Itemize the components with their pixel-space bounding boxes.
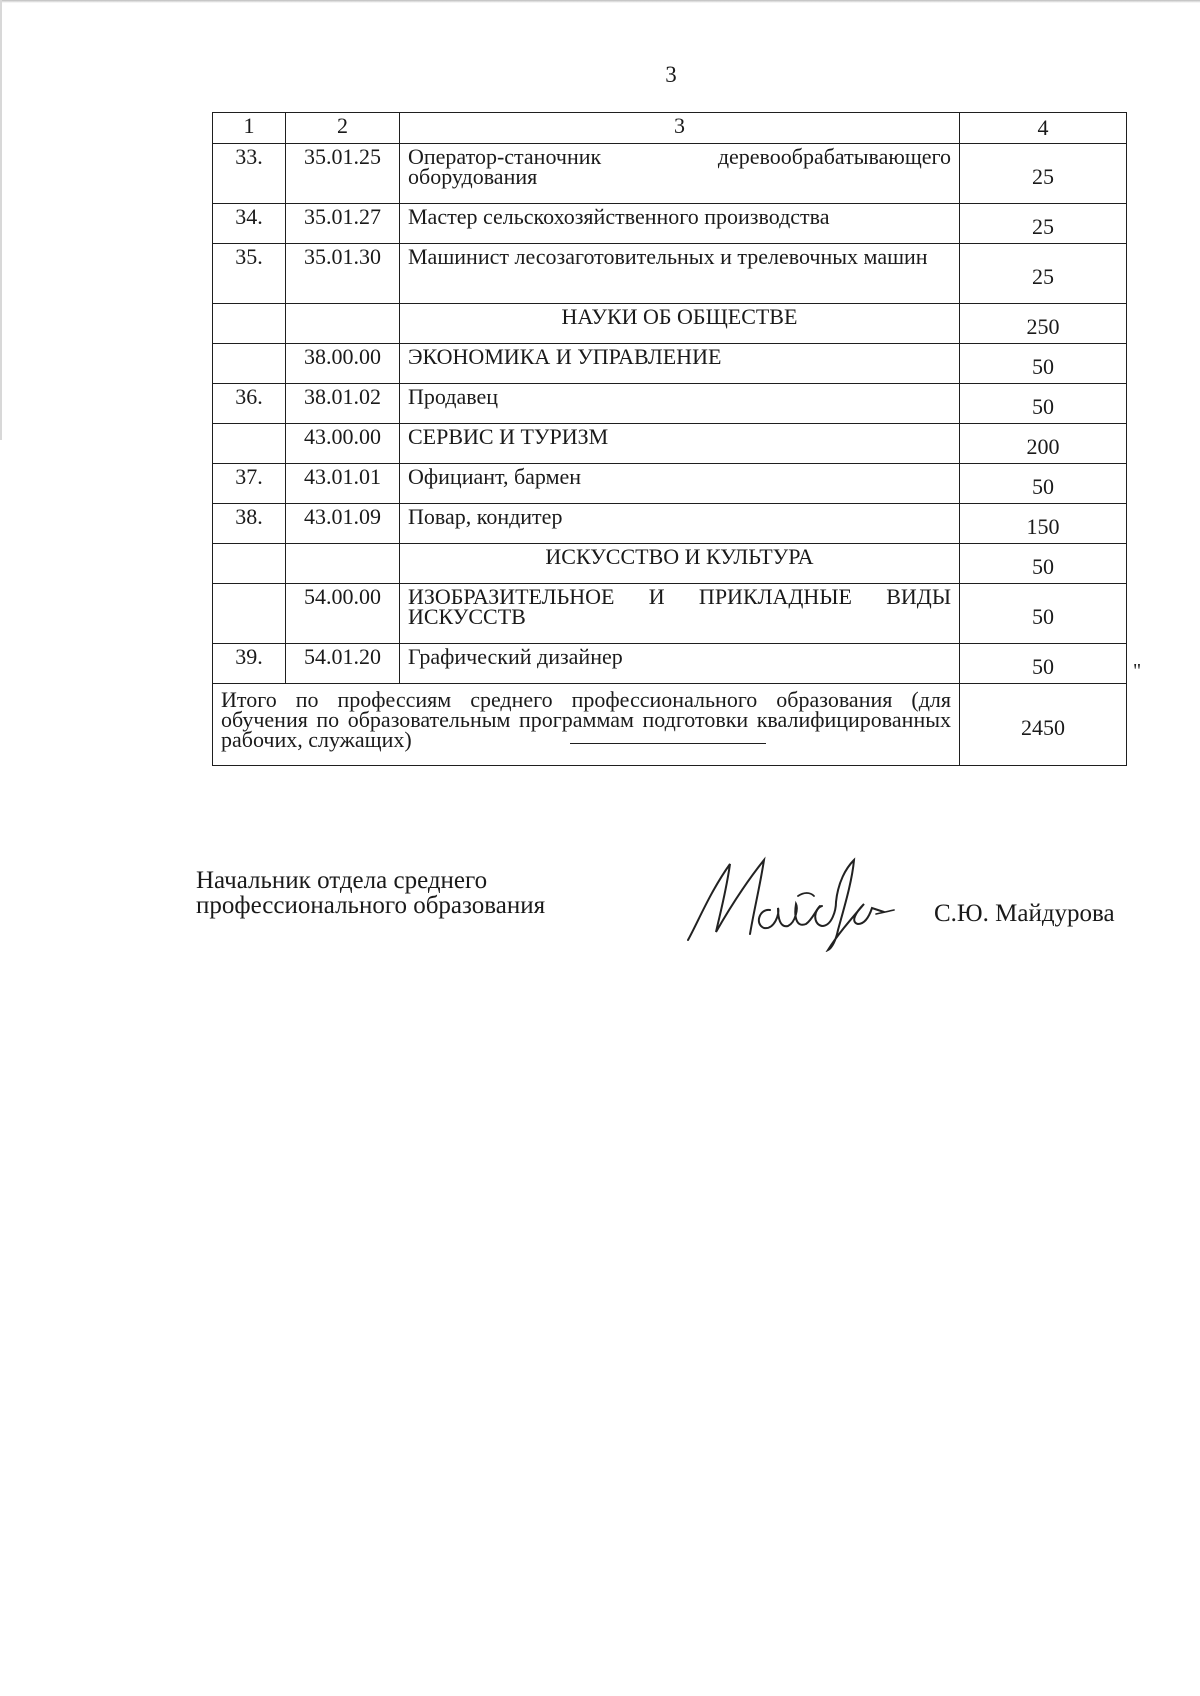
row-code [286, 544, 400, 584]
signatory-name: С.Ю. Майдурова [934, 900, 1115, 927]
row-count: 25 [960, 144, 1127, 204]
header-col-2: 2 [286, 113, 400, 144]
row-name: Повар, кондитер [400, 504, 960, 544]
row-number [213, 304, 286, 344]
row-number [213, 544, 286, 584]
row-count: 25 [960, 204, 1127, 244]
signature-stroke-ai [759, 904, 820, 928]
row-name: Продавец [400, 384, 960, 424]
group-row [213, 424, 1127, 464]
section-row [213, 544, 1127, 584]
row-count: 50 [960, 584, 1127, 644]
table-header-row [213, 113, 1127, 144]
scan-edge [0, 0, 1200, 3]
row-count: 150 [960, 504, 1127, 544]
row-number: 39. [213, 644, 286, 684]
row-number [213, 344, 286, 384]
row-name: Официант, бармен [400, 464, 960, 504]
section-row [213, 304, 1127, 344]
total-label: Итого по профессиям среднего профессионального образования (для обучения по образовательным программам подготовки квалифицированных рабочих, служащих) [213, 684, 960, 766]
row-number [213, 424, 286, 464]
row-number: 33. [213, 144, 286, 204]
professions-table [212, 112, 1127, 766]
row-code: 54.01.20 [286, 644, 400, 684]
section-title: НАУКИ ОБ ОБЩЕСТВЕ [400, 304, 960, 344]
row-count: 50 [960, 384, 1127, 424]
table-row [213, 384, 1127, 424]
handwritten-signature [680, 852, 920, 952]
row-code: 38.01.02 [286, 384, 400, 424]
group-title: СЕРВИС И ТУРИЗМ [400, 424, 960, 464]
position-line-2: профессионального образования [196, 892, 546, 919]
row-code: 43.00.00 [286, 424, 400, 464]
total-row [213, 684, 1127, 766]
row-code: 38.00.00 [286, 344, 400, 384]
row-number: 38. [213, 504, 286, 544]
row-code: 43.01.01 [286, 464, 400, 504]
signature-stroke-m [688, 860, 764, 940]
divider-line [570, 743, 766, 744]
group-row [213, 584, 1127, 644]
header-col-3: 3 [400, 113, 960, 144]
signature-stroke-d [815, 860, 884, 950]
row-count: 250 [960, 304, 1127, 344]
table-row [213, 204, 1127, 244]
row-count: 200 [960, 424, 1127, 464]
row-number [213, 584, 286, 644]
row-name: Графический дизайнер [400, 644, 960, 684]
row-count: 50 [960, 644, 1127, 684]
row-code: 35.01.30 [286, 244, 400, 304]
group-title: ЭКОНОМИКА И УПРАВЛЕНИЕ [400, 344, 960, 384]
closing-quote: " [1133, 660, 1142, 682]
position-line-1: Начальник отдела среднего [196, 867, 488, 894]
row-count: 50 [960, 544, 1127, 584]
row-code: 35.01.27 [286, 204, 400, 244]
row-name: Мастер сельскохозяйственного производства [400, 204, 960, 244]
row-number: 35. [213, 244, 286, 304]
header-col-4: 4 [960, 113, 1127, 144]
row-number: 36. [213, 384, 286, 424]
row-code: 54.00.00 [286, 584, 400, 644]
row-count: 50 [960, 464, 1127, 504]
group-title: ИЗОБРАЗИТЕЛЬНОЕ И ПРИКЛАДНЫЕ ВИДЫ ИСКУССТВ [400, 584, 960, 644]
row-code: 35.01.25 [286, 144, 400, 204]
row-count: 50 [960, 344, 1127, 384]
table-row [213, 464, 1127, 504]
signature-stroke-breve [798, 893, 814, 896]
table-row [213, 244, 1127, 304]
section-title: ИСКУССТВО И КУЛЬТУРА [400, 544, 960, 584]
row-name: Оператор-станочник деревообрабатывающего оборудования [400, 144, 960, 204]
row-code: 43.01.09 [286, 504, 400, 544]
row-number: 34. [213, 204, 286, 244]
total-count: 2450 [960, 684, 1127, 766]
group-row [213, 344, 1127, 384]
table-row [213, 504, 1127, 544]
row-name: Машинист лесозаготовительных и трелевочных машин [400, 244, 960, 304]
table-row [213, 644, 1127, 684]
row-number: 37. [213, 464, 286, 504]
row-code [286, 304, 400, 344]
signatory-position [196, 868, 545, 918]
row-count: 25 [960, 244, 1127, 304]
table-row [213, 144, 1127, 204]
header-col-1: 1 [213, 113, 286, 144]
page-number: 3 [665, 62, 677, 87]
